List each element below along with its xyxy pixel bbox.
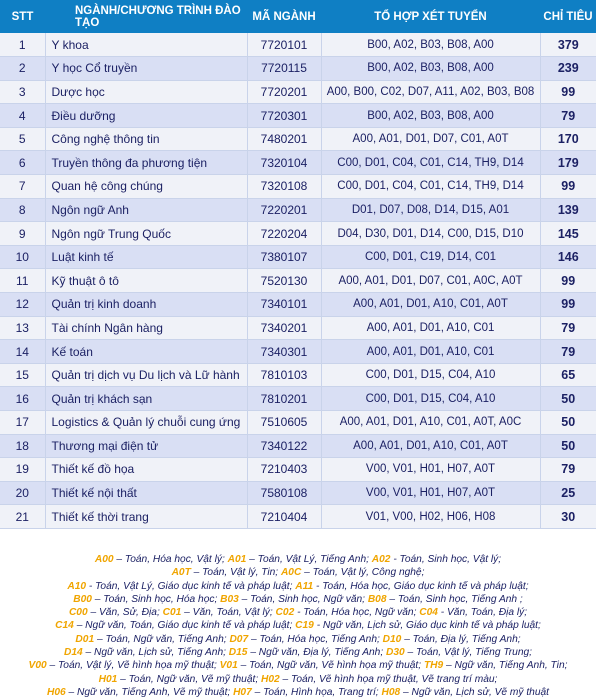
legend-description: - Văn, Toán, Địa lý; bbox=[437, 607, 528, 619]
row-program-name: Kế toán bbox=[45, 340, 247, 364]
table-row bbox=[0, 33, 596, 57]
legend-description: – Ngữ văn, Lịch sử, Tiếng Anh; bbox=[82, 647, 229, 659]
row-stt: 9 bbox=[0, 222, 45, 246]
row-combination: A00, A01, D01, A10, C01 bbox=[321, 340, 540, 364]
legend-code: B03 bbox=[220, 593, 239, 605]
legend-description: – Toán, Hình họa, Trang trí; bbox=[251, 686, 382, 698]
row-quota: 239 bbox=[540, 57, 596, 81]
legend-description: – Toán, Ngữ văn, Vẽ hình họa mỹ thuật; bbox=[237, 660, 424, 672]
row-quota: 146 bbox=[540, 245, 596, 269]
legend-line bbox=[0, 606, 596, 619]
row-program-code: 7220204 bbox=[247, 222, 321, 246]
row-program-name: Ngôn ngữ Trung Quốc bbox=[45, 222, 247, 246]
table-row bbox=[0, 151, 596, 175]
row-combination: B00, A02, B03, B08, A00 bbox=[321, 33, 540, 57]
row-combination: B00, A02, B03, B08, A00 bbox=[321, 104, 540, 128]
row-quota: 79 bbox=[540, 458, 596, 482]
row-stt: 5 bbox=[0, 127, 45, 151]
legend-code: D10 bbox=[382, 633, 402, 645]
row-stt: 3 bbox=[0, 80, 45, 104]
header-stt: STT bbox=[0, 0, 45, 33]
row-program-name: Tài chính Ngân hàng bbox=[45, 316, 247, 340]
row-stt: 4 bbox=[0, 104, 45, 128]
table-row bbox=[0, 222, 596, 246]
legend-description: – Văn, Toán, Vật lý; bbox=[181, 607, 276, 619]
row-program-name: Truyền thông đa phương tiện bbox=[45, 151, 247, 175]
row-combination: A00, A01, D01, A10, C01, A0T, A0C bbox=[321, 411, 540, 435]
table-row bbox=[0, 505, 596, 529]
legend-description: – Ngữ văn, Lịch sử, Vẽ mỹ thuật bbox=[400, 686, 549, 698]
legend-code: C14 bbox=[55, 620, 74, 632]
row-combination: C00, D01, D15, C04, A10 bbox=[321, 363, 540, 387]
legend-description: - Ngữ văn, Lịch sử, Giáo dục kinh tế và pháp luật; bbox=[313, 620, 541, 632]
legend-code: A01 bbox=[227, 554, 247, 565]
table-row bbox=[0, 127, 596, 151]
row-combination: D01, D07, D08, D14, D15, A01 bbox=[321, 198, 540, 222]
row-quota: 99 bbox=[540, 175, 596, 199]
legend-description: – Toán, Vật Lý, Tiếng Anh; bbox=[246, 554, 372, 565]
header-combination: TỔ HỢP XÉT TUYỂN bbox=[321, 0, 540, 33]
legend-description: – Ngữ văn, Địa lý, Tiếng Anh; bbox=[247, 647, 386, 659]
table-header bbox=[0, 0, 596, 33]
legend-description: – Toán, Sinh học, Hóa học; bbox=[91, 593, 221, 605]
legend-description: – Toán, Vật lý, Tiếng Trung; bbox=[404, 647, 533, 659]
legend-code: H07 bbox=[233, 686, 252, 698]
legend-code: D07 bbox=[229, 633, 249, 645]
table-row bbox=[0, 316, 596, 340]
legend-code: H01 bbox=[98, 673, 118, 685]
row-combination: C00, D01, C19, D14, C01 bbox=[321, 245, 540, 269]
legend-code: V00 bbox=[28, 660, 47, 672]
row-program-code: 7720101 bbox=[247, 33, 321, 57]
row-combination: C00, D01, C04, C01, C14, TH9, D14 bbox=[321, 151, 540, 175]
row-quota: 179 bbox=[540, 151, 596, 175]
row-stt: 6 bbox=[0, 151, 45, 175]
row-program-name: Ngôn ngữ Anh bbox=[45, 198, 247, 222]
table-row bbox=[0, 175, 596, 199]
legend-code: A00 bbox=[94, 554, 114, 565]
row-combination: V00, V01, H01, H07, A0T bbox=[321, 481, 540, 505]
row-program-code: 7480201 bbox=[247, 127, 321, 151]
row-stt: 1 bbox=[0, 33, 45, 57]
row-stt: 17 bbox=[0, 411, 45, 435]
row-program-name: Y khoa bbox=[45, 33, 247, 57]
row-stt: 15 bbox=[0, 363, 45, 387]
table-row bbox=[0, 269, 596, 293]
row-combination: C00, D01, D15, C04, A10 bbox=[321, 387, 540, 411]
row-program-name: Quản trị kinh doanh bbox=[45, 293, 247, 317]
legend-code: TH9 bbox=[423, 660, 444, 672]
legend-description: – Toán, Hóa học, Tiếng Anh; bbox=[248, 633, 383, 645]
legend-description: – Toán, Sinh học, Ngữ văn; bbox=[238, 593, 368, 605]
row-program-code: 7210403 bbox=[247, 458, 321, 482]
legend-code: H06 bbox=[46, 686, 66, 698]
row-program-code: 7340101 bbox=[247, 293, 321, 317]
legend-line bbox=[0, 646, 596, 659]
row-stt: 7 bbox=[0, 175, 45, 199]
legend-description: – Ngữ văn, Toán, Giáo dục kinh tế và pháp luật; bbox=[73, 620, 296, 632]
table-row bbox=[0, 363, 596, 387]
row-combination: V01, V00, H02, H06, H08 bbox=[321, 505, 540, 529]
row-combination: C00, D01, C04, C01, C14, TH9, D14 bbox=[321, 175, 540, 199]
legend-line bbox=[0, 659, 596, 672]
row-stt: 20 bbox=[0, 481, 45, 505]
legend-description: – Toán, Hóa học, Vật lý; bbox=[113, 554, 228, 565]
row-stt: 13 bbox=[0, 316, 45, 340]
legend-description: – Toán, Vật lý, Vẽ hình họa mỹ thuật; bbox=[46, 660, 220, 672]
row-program-name: Quan hệ công chúng bbox=[45, 175, 247, 199]
legend-description: - Toán, Sinh học, Vật lý; bbox=[390, 554, 502, 565]
row-combination: A00, A01, D01, A10, C01 bbox=[321, 316, 540, 340]
legend-description: - Toán, Vật Lý, Giáo dục kinh tế và pháp luật; bbox=[86, 580, 296, 592]
table-row bbox=[0, 198, 596, 222]
legend-code: H02 bbox=[261, 673, 280, 685]
row-stt: 19 bbox=[0, 458, 45, 482]
row-program-name: Thiết kế nội thất bbox=[45, 481, 247, 505]
row-quota: 379 bbox=[540, 33, 596, 57]
row-stt: 11 bbox=[0, 269, 45, 293]
row-program-code: 7320108 bbox=[247, 175, 321, 199]
legend-code: A0C bbox=[280, 567, 302, 579]
row-quota: 99 bbox=[540, 293, 596, 317]
legend-code: C04 bbox=[419, 607, 438, 619]
legend-line bbox=[0, 673, 596, 686]
table-body bbox=[0, 33, 596, 528]
row-program-code: 7380107 bbox=[247, 245, 321, 269]
table-row bbox=[0, 340, 596, 364]
legend-description: – Ngữ văn, Tiếng Anh, Vẽ mỹ thuật; bbox=[65, 686, 234, 698]
row-quota: 50 bbox=[540, 434, 596, 458]
header-code: MÃ NGÀNH bbox=[247, 0, 321, 33]
legend-description: – Toán, Ngữ văn, Vẽ mỹ thuật; bbox=[117, 673, 262, 685]
row-quota: 30 bbox=[540, 505, 596, 529]
row-combination: A00, A01, D01, D07, C01, A0T bbox=[321, 127, 540, 151]
row-program-name: Logistics & Quản lý chuỗi cung ứng bbox=[45, 411, 247, 435]
row-stt: 21 bbox=[0, 505, 45, 529]
row-quota: 139 bbox=[540, 198, 596, 222]
legend-code: C00 bbox=[68, 607, 88, 619]
row-program-name: Dược học bbox=[45, 80, 247, 104]
row-program-name: Thiết kế đồ họa bbox=[45, 458, 247, 482]
legend-description: – Toán, Vật lý, Tin; bbox=[190, 567, 281, 579]
row-combination: V00, V01, H01, H07, A0T bbox=[321, 458, 540, 482]
row-stt: 12 bbox=[0, 293, 45, 317]
row-combination: A00, B00, C02, D07, A11, A02, B03, B08 bbox=[321, 80, 540, 104]
row-program-name: Thương mại điện tử bbox=[45, 434, 247, 458]
table-row bbox=[0, 411, 596, 435]
legend-code: A02 bbox=[371, 554, 391, 565]
legend-code: C19 bbox=[295, 620, 314, 632]
subject-combination-legend bbox=[0, 549, 596, 698]
row-quota: 79 bbox=[540, 316, 596, 340]
legend-description: – Toán, Địa lý, Tiếng Anh; bbox=[401, 633, 521, 645]
row-combination: A00, A01, D01, D07, C01, A0C, A0T bbox=[321, 269, 540, 293]
legend-code: A10 bbox=[67, 580, 87, 592]
legend-code: V01 bbox=[219, 660, 238, 672]
legend-line bbox=[0, 566, 596, 579]
legend-description: – Ngữ văn, Tiếng Anh, Tin; bbox=[443, 660, 568, 672]
row-program-name: Thiết kế thời trang bbox=[45, 505, 247, 529]
legend-line bbox=[0, 686, 596, 699]
row-program-name: Quản trị khách sạn bbox=[45, 387, 247, 411]
legend-code: C02 bbox=[275, 607, 295, 619]
row-quota: 99 bbox=[540, 269, 596, 293]
row-program-code: 7210404 bbox=[247, 505, 321, 529]
legend-code: D01 bbox=[75, 633, 95, 645]
legend-line bbox=[0, 633, 596, 646]
legend-description: – Văn, Sử, Địa; bbox=[87, 607, 163, 619]
legend-code: B08 bbox=[367, 593, 387, 605]
row-program-code: 7520130 bbox=[247, 269, 321, 293]
legend-description: – Toán, Vật lý, Công nghệ; bbox=[301, 567, 425, 579]
row-combination: A00, A01, D01, A10, C01, A0T bbox=[321, 434, 540, 458]
row-program-name: Y học Cổ truyền bbox=[45, 57, 247, 81]
legend-line bbox=[0, 553, 596, 566]
row-program-name: Quản trị dịch vụ Du lịch và Lữ hành bbox=[45, 363, 247, 387]
row-stt: 14 bbox=[0, 340, 45, 364]
row-quota: 170 bbox=[540, 127, 596, 151]
row-program-code: 7720115 bbox=[247, 57, 321, 81]
legend-description: – Toán, Vẽ hình họa mỹ thuật, Vẽ trang trí màu; bbox=[279, 673, 498, 685]
row-program-code: 7340122 bbox=[247, 434, 321, 458]
row-combination: D04, D30, D01, D14, C00, D15, D10 bbox=[321, 222, 540, 246]
legend-description: - Toán, Hóa học, Giáo dục kinh tế và pháp luật; bbox=[313, 580, 529, 592]
row-program-code: 7340301 bbox=[247, 340, 321, 364]
row-stt: 18 bbox=[0, 434, 45, 458]
legend-line bbox=[0, 619, 596, 632]
row-program-code: 7720201 bbox=[247, 80, 321, 104]
legend-code: D14 bbox=[63, 647, 83, 659]
row-stt: 10 bbox=[0, 245, 45, 269]
row-quota: 79 bbox=[540, 340, 596, 364]
table-row bbox=[0, 245, 596, 269]
row-program-name: Luật kinh tế bbox=[45, 245, 247, 269]
legend-line bbox=[0, 580, 596, 593]
row-combination: A00, A01, D01, A10, C01, A0T bbox=[321, 293, 540, 317]
row-stt: 8 bbox=[0, 198, 45, 222]
legend-description: – Toán, Sinh học, Tiếng Anh ; bbox=[386, 593, 523, 605]
header-quota: CHỈ TIÊU bbox=[540, 0, 596, 33]
row-combination: B00, A02, B03, B08, A00 bbox=[321, 57, 540, 81]
table-row bbox=[0, 80, 596, 104]
row-quota: 99 bbox=[540, 80, 596, 104]
row-program-name: Điều dưỡng bbox=[45, 104, 247, 128]
row-program-code: 7580108 bbox=[247, 481, 321, 505]
table-row bbox=[0, 481, 596, 505]
legend-description: - Toán, Hóa học, Ngữ văn; bbox=[294, 607, 420, 619]
row-program-code: 7320104 bbox=[247, 151, 321, 175]
row-quota: 50 bbox=[540, 387, 596, 411]
legend-code: H08 bbox=[381, 686, 401, 698]
table-row bbox=[0, 104, 596, 128]
table-row bbox=[0, 293, 596, 317]
table-row bbox=[0, 434, 596, 458]
row-stt: 2 bbox=[0, 57, 45, 81]
legend-code: A11 bbox=[295, 580, 314, 592]
legend-code: B00 bbox=[73, 593, 92, 605]
table-row bbox=[0, 458, 596, 482]
row-program-name: Công nghệ thông tin bbox=[45, 127, 247, 151]
row-quota: 50 bbox=[540, 411, 596, 435]
row-program-code: 7720301 bbox=[247, 104, 321, 128]
legend-description: – Toán, Ngữ văn, Tiếng Anh; bbox=[94, 633, 230, 645]
row-stt: 16 bbox=[0, 387, 45, 411]
row-quota: 79 bbox=[540, 104, 596, 128]
table-row bbox=[0, 57, 596, 81]
row-quota: 145 bbox=[540, 222, 596, 246]
legend-line bbox=[0, 593, 596, 606]
legend-code: D15 bbox=[228, 647, 248, 659]
table-row bbox=[0, 387, 596, 411]
row-program-code: 7340201 bbox=[247, 316, 321, 340]
row-quota: 65 bbox=[540, 363, 596, 387]
legend-code: D30 bbox=[385, 647, 405, 659]
legend-code: A0T bbox=[171, 567, 191, 579]
legend-code: C01 bbox=[162, 607, 182, 619]
row-quota: 25 bbox=[540, 481, 596, 505]
row-program-code: 7810201 bbox=[247, 387, 321, 411]
row-program-name: Kỹ thuật ô tô bbox=[45, 269, 247, 293]
row-program-code: 7510605 bbox=[247, 411, 321, 435]
row-program-code: 7810103 bbox=[247, 363, 321, 387]
header-program: NGÀNH/CHƯƠNG TRÌNH ĐÀO TẠO bbox=[45, 0, 247, 33]
row-program-code: 7220201 bbox=[247, 198, 321, 222]
